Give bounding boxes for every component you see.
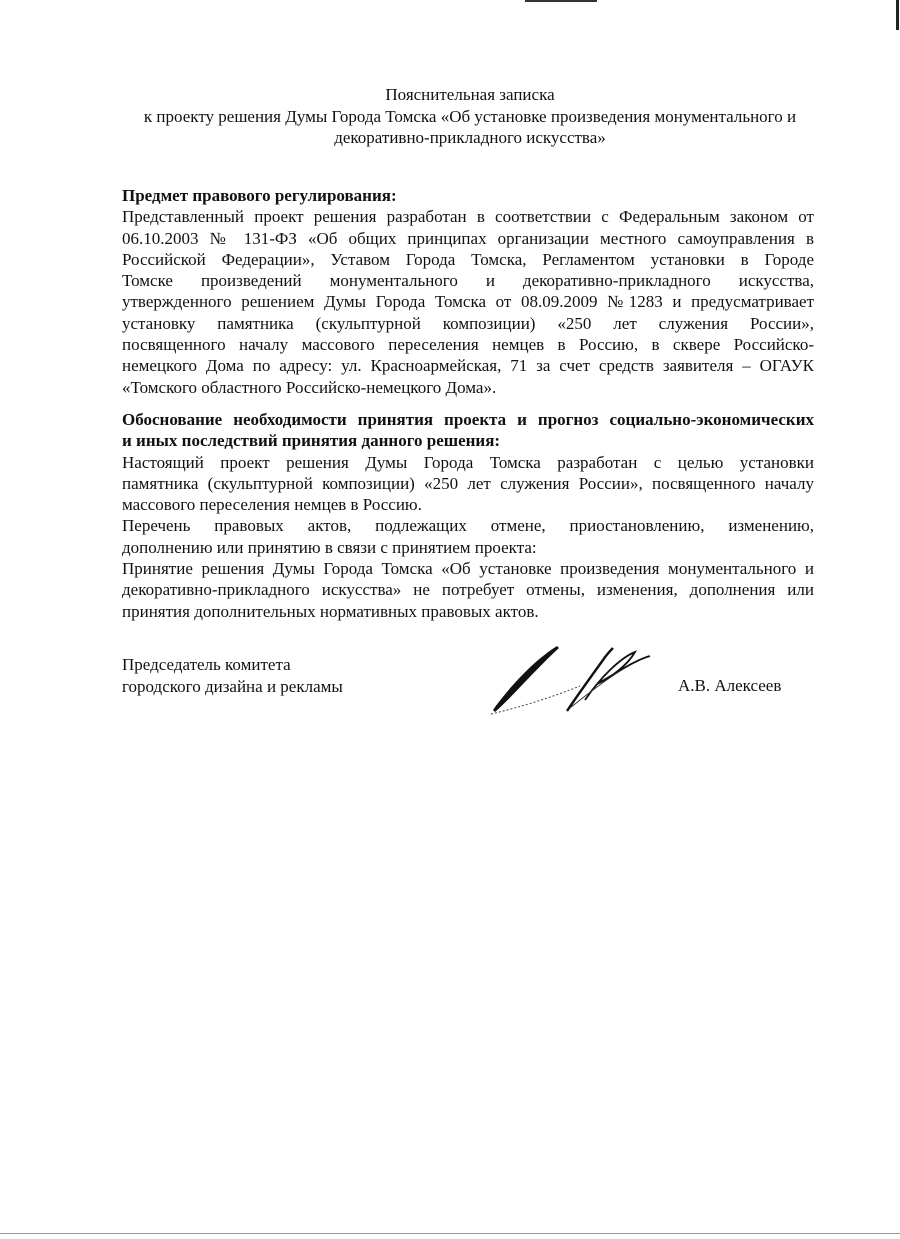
section-1-line: Представленный проект решения разработан в соответствии с Федеральным законом от bbox=[122, 207, 814, 227]
section-2-para-2-line: Перечень правовых актов, подлежащих отмене, приостановлению, изменению, bbox=[122, 516, 814, 536]
section-2-para-1-line: массового переселения немцев в Россию. bbox=[122, 495, 422, 515]
signatory-position-line-1: Председатель комитета bbox=[122, 655, 291, 674]
document-subtitle-line-1: к проекту решения Думы Города Томска «Об установке произведения монументального и bbox=[143, 106, 797, 126]
section-2-para-2-line: дополнению или принятию в связи с принятием проекта: bbox=[122, 537, 537, 557]
section-1-line: Российской Федерации», Уставом Города Томска, Регламентом установки в Городе bbox=[122, 249, 814, 269]
scan-edge-mark-bottom bbox=[0, 1233, 900, 1234]
section-1-line: 06.10.2003 № 131-ФЗ «Об общих принципах организации местного самоуправления в bbox=[122, 228, 814, 248]
handwritten-signature bbox=[485, 638, 665, 723]
section-2-para-3-line: декоративно-прикладного искусства» не потребует отмены, изменения, дополнения или bbox=[122, 580, 814, 600]
signatory-position bbox=[122, 654, 343, 698]
section-2-heading-line-1: Обоснование необходимости принятия проекта и прогноз социально-экономических bbox=[122, 410, 814, 429]
section-1-heading: Предмет правового регулирования: bbox=[122, 186, 397, 205]
document-title: Пояснительная записка bbox=[385, 85, 555, 104]
scan-edge-mark-right bbox=[896, 0, 899, 30]
section-justification bbox=[122, 409, 814, 622]
signatory-name: А.В. Алексеев bbox=[678, 676, 782, 695]
section-1-line: посвященного началу массового переселения немцев в Россию, в сквере Российско- bbox=[122, 335, 814, 355]
scan-edge-mark-top bbox=[525, 0, 597, 2]
section-1-line: утвержденного решением Думы Города Томска от 08.09.2009 №1283 и предусматривает bbox=[122, 292, 814, 312]
section-1-line: «Томского областного Российско-немецкого Дома». bbox=[122, 377, 497, 397]
section-2-para-3-line: Принятие решения Думы Города Томска «Об установке произведения монументального и bbox=[122, 559, 814, 579]
section-2-heading-line-2: и иных последствий принятия данного решения: bbox=[122, 431, 501, 451]
section-2-para-3-line: принятия дополнительных нормативных правовых актов. bbox=[122, 601, 539, 621]
document-subtitle-line-2: декоративно-прикладного искусства» bbox=[334, 128, 606, 147]
section-1-line: установку памятника (скульптурной композиции) «250 лет служения России», bbox=[122, 313, 814, 333]
document-title-block bbox=[100, 84, 840, 149]
section-2-para-1-line: памятника (скульптурной композиции) «250 лет служения России», посвященного началу bbox=[122, 473, 814, 493]
section-1-line: немецкого Дома по адресу: ул. Красноармейская, 71 за счет средств заявителя – ОГАУК bbox=[122, 356, 814, 376]
section-2-para-1-line: Настоящий проект решения Думы Города Томска разработан с целью установки bbox=[122, 452, 814, 472]
section-legal-regulation bbox=[122, 185, 814, 398]
section-1-line: Томске произведений монументального и декоративно-прикладного искусства, bbox=[122, 271, 814, 291]
signatory-position-line-2: городского дизайна и рекламы bbox=[122, 677, 343, 696]
